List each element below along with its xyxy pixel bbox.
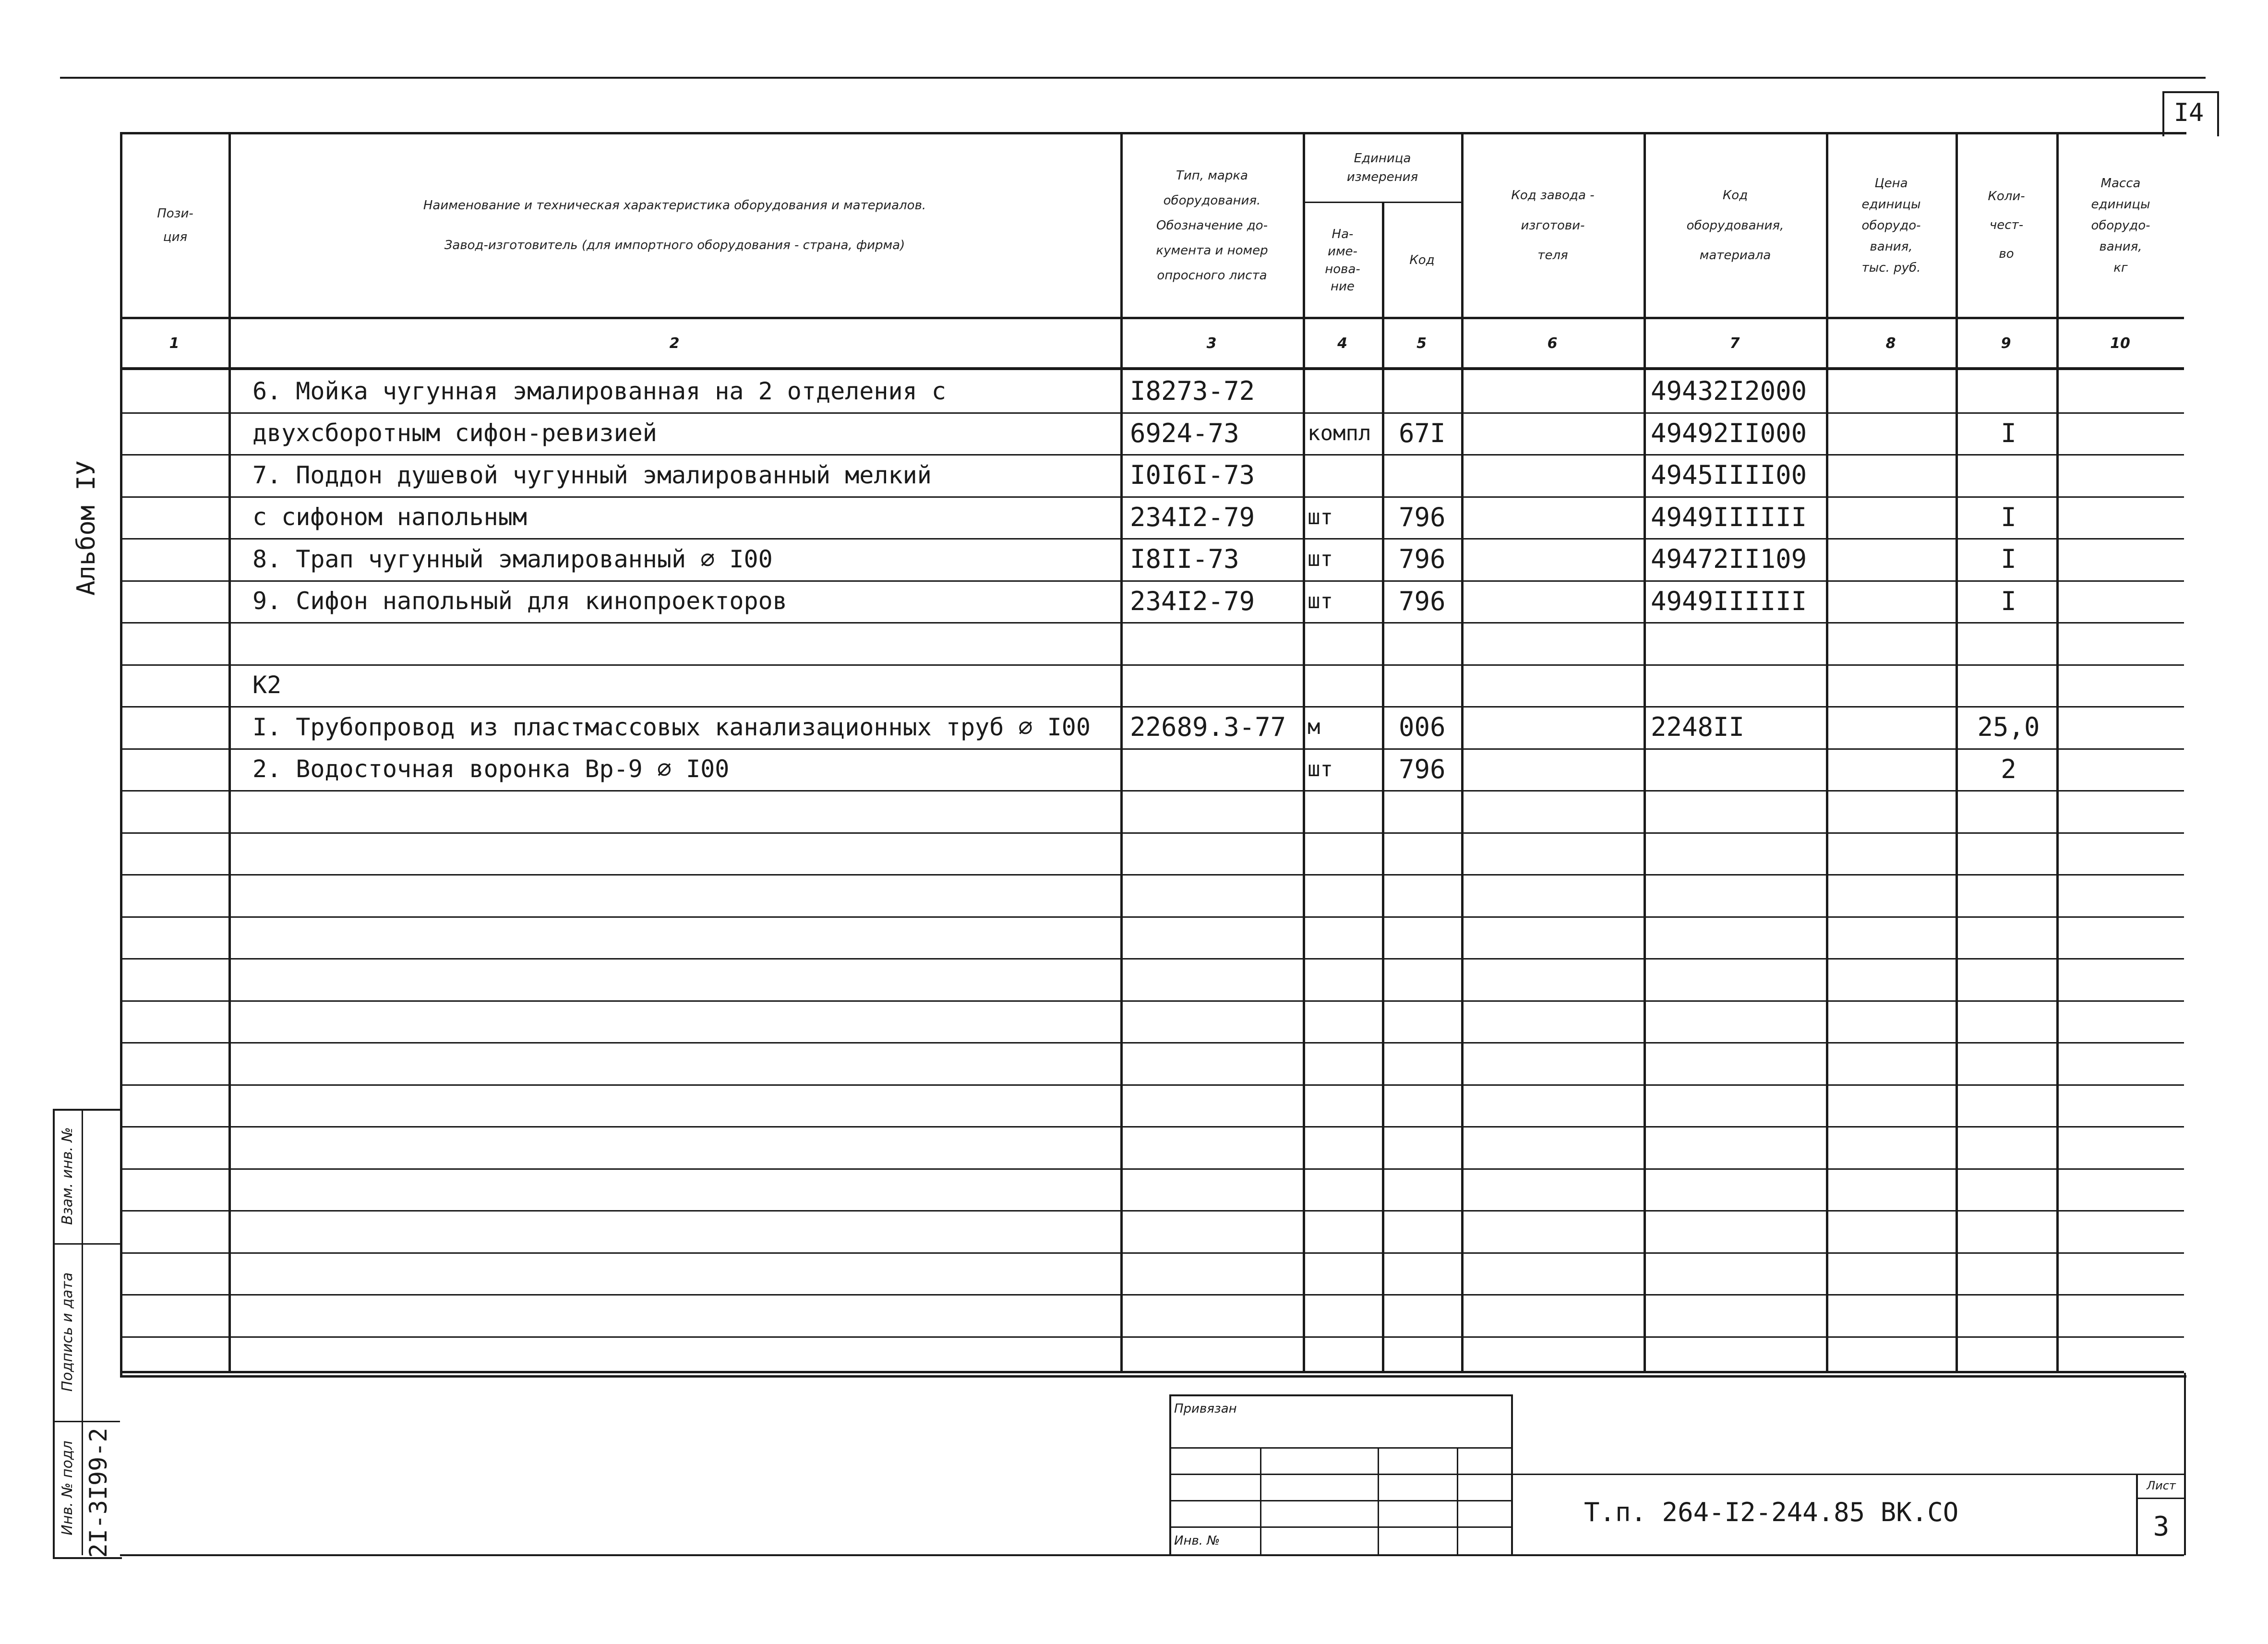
table-cell bbox=[2064, 666, 2182, 705]
sheet-number: 3 bbox=[2153, 1511, 2170, 1542]
drawing-designation: Т.п. 264-I2-244.85 ВК.СО bbox=[1584, 1497, 1959, 1527]
table-cell bbox=[2064, 624, 2182, 663]
table-cell bbox=[2064, 582, 2182, 621]
table-cell bbox=[127, 582, 227, 621]
table-cell: I. Трубопровод из пластмассовых канализационных труб ∅ I00 bbox=[252, 713, 1091, 741]
table-cell bbox=[127, 372, 227, 411]
bound-stamp-rule-3 bbox=[1169, 1500, 1511, 1501]
table-cell bbox=[127, 540, 227, 579]
table-cell: 49492II000 bbox=[1651, 418, 1807, 448]
sheet-label: Лист bbox=[2147, 1478, 2176, 1492]
table-cell bbox=[1468, 540, 1642, 579]
column-number: 2 bbox=[669, 335, 680, 352]
header-unit-group: Единица измерения bbox=[1346, 151, 1418, 184]
column-number: 8 bbox=[1885, 335, 1896, 352]
table-cell: шт bbox=[1308, 547, 1333, 572]
table-cell bbox=[1833, 666, 1954, 705]
bound-stamp-col-2 bbox=[1378, 1447, 1379, 1554]
row-rule bbox=[120, 1042, 2184, 1044]
inv-label: Инв. № bbox=[1174, 1534, 1220, 1548]
table-cell: компл bbox=[1308, 420, 1371, 445]
table-cell: 006 bbox=[1399, 712, 1446, 743]
table-cell bbox=[127, 750, 227, 789]
table-cell bbox=[1833, 372, 1954, 411]
header-position: Пози- ция bbox=[157, 206, 193, 244]
column-number: 3 bbox=[1206, 335, 1217, 352]
row-rule bbox=[120, 1000, 2184, 1002]
table-cell: 49472II109 bbox=[1651, 544, 1807, 575]
sheet-box-rule bbox=[2136, 1498, 2184, 1499]
bound-label: Привязан bbox=[1174, 1402, 1237, 1416]
header-mass: Масса единицы оборудо- вания, кг bbox=[2091, 176, 2150, 276]
designation-top-rule bbox=[1509, 1474, 2184, 1475]
row-rule bbox=[120, 1168, 2184, 1170]
table-cell: I bbox=[2001, 544, 2016, 575]
row-rule bbox=[120, 790, 2184, 792]
row-rule bbox=[120, 1126, 2184, 1128]
column-number: 9 bbox=[2001, 335, 2011, 352]
table-cell bbox=[1833, 456, 1954, 495]
table-cell: шт bbox=[1308, 504, 1333, 529]
table-cell bbox=[1130, 666, 1301, 705]
table-cell bbox=[2064, 750, 2182, 789]
table-cell bbox=[1468, 750, 1642, 789]
column-divider bbox=[1382, 202, 1384, 1373]
table-cell: 2 bbox=[2001, 754, 2016, 784]
table-cell bbox=[2064, 414, 2182, 453]
table-cell bbox=[127, 414, 227, 453]
table-cell bbox=[1468, 414, 1642, 453]
corner-sheet-number: I4 bbox=[2173, 98, 2204, 127]
table-bottom-rule bbox=[120, 1371, 2184, 1373]
table-cell bbox=[1833, 708, 1954, 747]
column-number: 10 bbox=[2110, 335, 2130, 352]
table-cell bbox=[2064, 708, 2182, 747]
header-unit-name: На- име- нова- ние bbox=[1325, 227, 1360, 294]
table-cell: 67I bbox=[1399, 418, 1446, 448]
table-cell bbox=[1308, 624, 1380, 663]
table-cell: 49432I2000 bbox=[1651, 376, 1807, 407]
page-bottom-rule bbox=[120, 1554, 2184, 1556]
top-rule bbox=[60, 77, 2206, 79]
bound-stamp-col-3 bbox=[1457, 1447, 1458, 1554]
table-cell: I bbox=[2001, 586, 2016, 616]
table-cell bbox=[1308, 456, 1380, 495]
side-sign-date: Подпись и дата bbox=[59, 1272, 76, 1392]
table-cell bbox=[1833, 498, 1954, 537]
side-stamp-rule-1 bbox=[53, 1243, 120, 1245]
table-cell: 234I2-79 bbox=[1130, 586, 1255, 616]
header-factory-code: Код завода - изготови- теля bbox=[1511, 188, 1595, 263]
side-inv-podl: Инв. № подл bbox=[59, 1440, 76, 1536]
table-cell bbox=[1833, 750, 1954, 789]
table-cell bbox=[1468, 372, 1642, 411]
header-equipment-code: Код оборудования, материала bbox=[1686, 188, 1784, 263]
table-cell bbox=[1833, 540, 1954, 579]
table-cell bbox=[127, 708, 227, 747]
table-cell: 8. Трап чугунный эмалированный ∅ I00 bbox=[252, 545, 773, 573]
table-cell bbox=[127, 456, 227, 495]
table-cell: 796 bbox=[1399, 754, 1446, 784]
row-rule bbox=[120, 874, 2184, 876]
table-cell bbox=[2064, 456, 2182, 495]
table-cell: 4949IIIIII bbox=[1651, 586, 1807, 616]
bound-stamp-rule-2 bbox=[1169, 1474, 1511, 1475]
table-cell: шт bbox=[1308, 756, 1333, 781]
table-cell bbox=[1308, 666, 1380, 705]
table-cell: I8273-72 bbox=[1130, 376, 1255, 407]
table-cell bbox=[1963, 666, 2064, 705]
table-cell bbox=[1651, 750, 1824, 789]
table-cell bbox=[1963, 456, 2064, 495]
table-cell: двухсборотным сифон-ревизией bbox=[252, 419, 657, 447]
column-number: 6 bbox=[1547, 335, 1558, 352]
unit-group-divider bbox=[1304, 202, 1462, 203]
table-cell bbox=[1468, 498, 1642, 537]
table-cell bbox=[1399, 372, 1459, 411]
table-cell bbox=[2064, 372, 2182, 411]
table-cell bbox=[1399, 624, 1459, 663]
table-cell bbox=[127, 498, 227, 537]
table-cell bbox=[1130, 750, 1301, 789]
row-rule bbox=[120, 1336, 2184, 1338]
table-cell bbox=[252, 624, 1118, 663]
table-cell bbox=[1468, 582, 1642, 621]
table-cell bbox=[1963, 624, 2064, 663]
table-cell: I0I6I-73 bbox=[1130, 460, 1255, 491]
table-cell bbox=[1833, 414, 1954, 453]
bound-stamp-col-1 bbox=[1260, 1447, 1261, 1554]
table-cell: 7. Поддон душевой чугунный эмалированный мелкий bbox=[252, 461, 932, 489]
table-cell bbox=[1963, 372, 2064, 411]
table-cell bbox=[1833, 624, 1954, 663]
side-vzam-inv: Взам. инв. № bbox=[59, 1127, 76, 1225]
table-cell bbox=[127, 666, 227, 705]
column-number: 5 bbox=[1416, 335, 1427, 352]
side-stamp-rule-2 bbox=[53, 1421, 120, 1422]
table-cell bbox=[2064, 498, 2182, 537]
header-quantity: Коли- чест- во bbox=[1988, 189, 2025, 261]
table-cell bbox=[1468, 624, 1642, 663]
number-row-bottom-rule bbox=[120, 367, 2184, 370]
table-cell: I8II-73 bbox=[1130, 544, 1239, 575]
header-unit-code: Код bbox=[1409, 252, 1435, 267]
table-cell: 2248II bbox=[1651, 712, 1745, 743]
table-cell: 4949IIIIII bbox=[1651, 502, 1807, 532]
row-rule bbox=[120, 916, 2184, 918]
table-cell: 6. Мойка чугунная эмалированная на 2 отделения с bbox=[252, 377, 946, 405]
table-cell: I bbox=[2001, 418, 2016, 448]
table-cell: 2. Водосточная воронка Вр-9 ∅ I00 bbox=[252, 755, 730, 783]
row-rule bbox=[120, 1252, 2184, 1254]
table-cell: 796 bbox=[1399, 544, 1446, 575]
row-rule bbox=[120, 832, 2184, 834]
header-name: Наименование и техническая характеристика оборудования и материалов. Завод-изготовитель (для импортного оборудования - страна, фирма) bbox=[423, 198, 926, 252]
table-cell bbox=[1833, 582, 1954, 621]
row-rule bbox=[120, 1294, 2184, 1296]
row-rule bbox=[120, 958, 2184, 960]
column-number: 1 bbox=[169, 335, 180, 352]
table-cell bbox=[1468, 708, 1642, 747]
table-cell: 9. Сифон напольный для кинопроекторов bbox=[252, 587, 787, 615]
table-cell: 796 bbox=[1399, 586, 1446, 616]
row-rule bbox=[120, 1084, 2184, 1086]
table-cell bbox=[2064, 540, 2182, 579]
table-cell bbox=[1130, 624, 1301, 663]
table-cell: К2 bbox=[252, 671, 282, 699]
column-number: 7 bbox=[1729, 335, 1740, 352]
table-cell: I bbox=[2001, 502, 2016, 532]
table-cell: шт bbox=[1308, 588, 1333, 613]
header-price: Цена единицы оборудо- вания, тыс. руб. bbox=[1861, 176, 1921, 276]
row-rule bbox=[120, 1210, 2184, 1212]
header-type: Тип, марка оборудования. Обозначение до- кумента и номер опросного листа bbox=[1156, 168, 1268, 283]
table-cell bbox=[1399, 456, 1459, 495]
table-cell: 6924-73 bbox=[1130, 418, 1239, 448]
table-cell bbox=[1308, 372, 1380, 411]
table-cell: 234I2-79 bbox=[1130, 502, 1255, 532]
side-inv-podl-value: 2I-3I99-2 bbox=[84, 1428, 112, 1558]
table-cell: м bbox=[1308, 715, 1320, 740]
table-cell bbox=[1651, 666, 1824, 705]
column-number: 4 bbox=[1337, 335, 1347, 352]
table-cell bbox=[1651, 624, 1824, 663]
table-cell: 25,0 bbox=[1977, 712, 2040, 743]
table-cell bbox=[127, 624, 227, 663]
table-cell: 796 bbox=[1399, 502, 1446, 532]
table-cell bbox=[1399, 666, 1459, 705]
bound-stamp-rule-4 bbox=[1169, 1526, 1511, 1528]
table-cell: с сифоном напольным bbox=[252, 503, 527, 531]
table-cell bbox=[1468, 456, 1642, 495]
bound-stamp-rule-1 bbox=[1169, 1447, 1511, 1449]
album-label: Альбом IУ bbox=[72, 460, 101, 596]
table-cell: 22689.3-77 bbox=[1130, 712, 1286, 743]
table-cell bbox=[1468, 666, 1642, 705]
table-cell: 4945IIII00 bbox=[1651, 460, 1807, 491]
